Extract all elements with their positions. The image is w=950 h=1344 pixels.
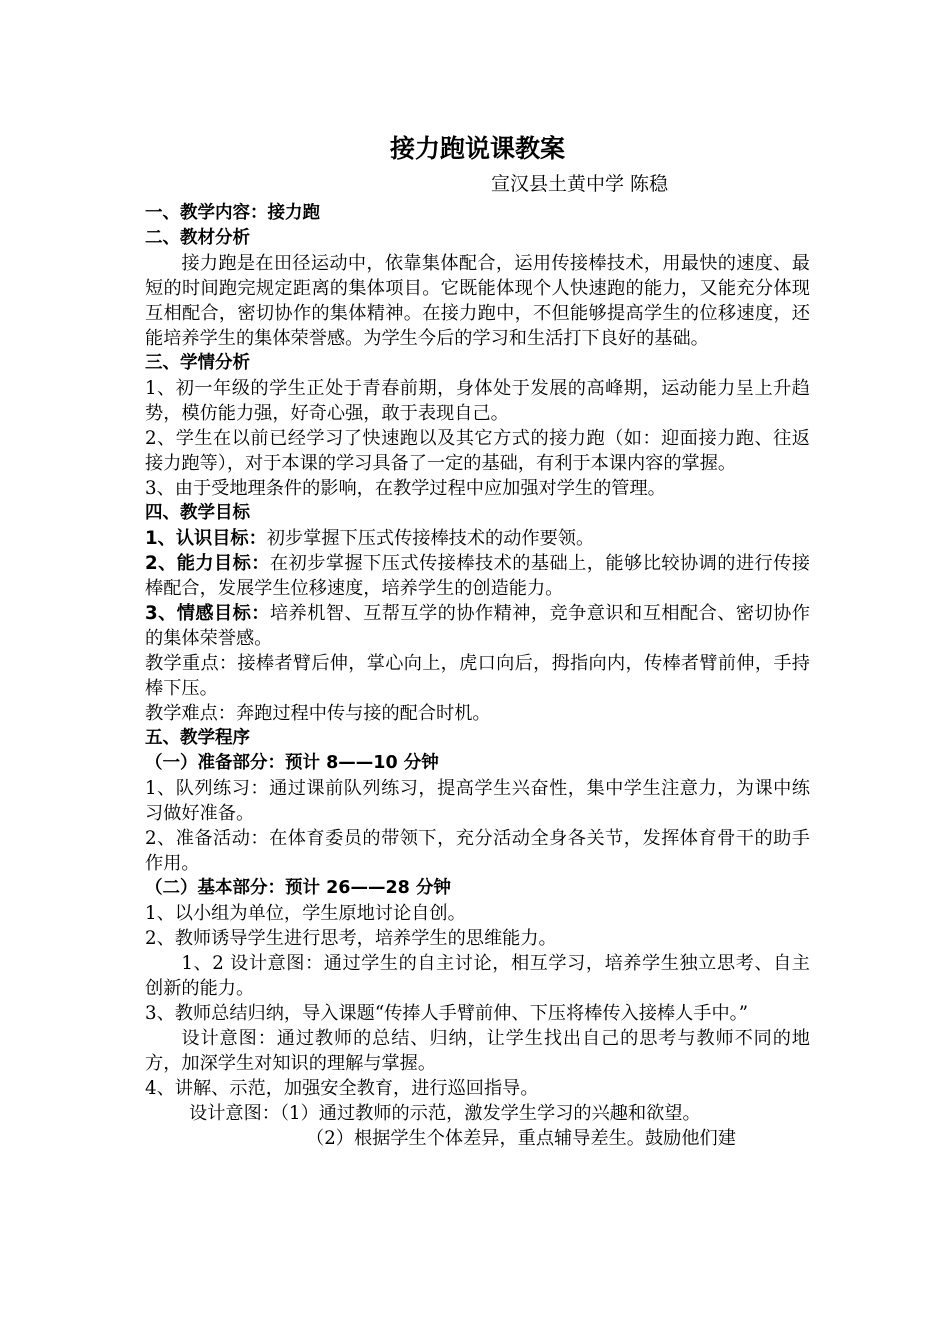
paragraph-basic-3: 3、教师总结归纳，导入课题“传捧人手臂前伸、下压将棒传入接棒人手中。”: [145, 1003, 749, 1024]
heading-analysis: 二、教材分析: [145, 228, 250, 248]
goal-2-lead: 2、能力目标：: [145, 553, 270, 574]
paragraph-basic-4: 4、讲解、示范，加强安全教育，进行巡回指导。: [145, 1078, 539, 1099]
paragraph-analysis: 接力跑是在田径运动中，依靠集体配合，运用传接棒技术，用最快的速度、最短的时间跑完规定距离的集体项目。它既能体现个人快速跑的能力，又能充分体现互相配合，密切协作的集体精神。在接力跑中，不但能够提高学生的位移速度，还能培养学生的集体荣誉感。为学生今后的学习和生活打下良好的基础。: [145, 253, 810, 349]
paragraph-students-3: 3、由于受地理条件的影响，在教学过程中应加强对学生的管理。: [145, 478, 666, 499]
document-title: 接力跑说课教案: [389, 134, 565, 163]
goal-2-text: 在初步掌握下压式传接棒技术的基础上，能够比较协调的进行传接棒配合，发展学生位移速度，培养学生的创造能力。: [145, 553, 810, 599]
paragraph-basic-design-1: 1、2 设计意图：通过学生的自主讨论，相互学习，培养学生独立思考、自主创新的能力。: [145, 953, 810, 999]
paragraph-students-2: 2、学生在以前已经学习了快速跑以及其它方式的接力跑（如：迎面接力跑、往返接力跑等），对于本课的学习具备了一定的基础，有利于本课内容的掌握。: [145, 428, 810, 474]
subheading-preparation: （一）准备部分：预计 8——10 分钟: [145, 753, 439, 773]
paragraph-prep-2: 2、准备活动：在体育委员的带领下，充分活动全身各关节，发挥体育骨干的助手作用。: [145, 828, 810, 874]
heading-goals: 四、教学目标: [145, 503, 250, 523]
heading-content: 一、教学内容：接力跑: [145, 203, 320, 223]
heading-procedure: 五、教学程序: [145, 728, 250, 748]
paragraph-goal-2: [145, 551, 810, 601]
goal-3-lead: 3、情感目标：: [145, 603, 270, 624]
subheading-basic: （二）基本部分：预计 26——28 分钟: [145, 878, 451, 898]
goal-3-text: 培养机智、互帮互学的协作精神，竞争意识和互相配合、密切协作的集体荣誉感。: [145, 603, 810, 649]
heading-students: 三、学情分析: [145, 353, 250, 373]
paragraph-basic-2: 2、教师诱导学生进行思考，培养学生的思维能力。: [145, 928, 557, 949]
paragraph-basic-design-2: 设计意图：通过教师的总结、归纳，让学生找出自己的思考与教师不同的地方，加深学生对知识的理解与掌握。: [145, 1028, 810, 1074]
paragraph-goal-1: [145, 526, 810, 551]
paragraph-basic-design-3: 设计意图：（1）通过教师的示范，激发学生学习的兴趣和欲望。: [189, 1103, 701, 1124]
paragraph-goal-3: [145, 601, 810, 651]
paragraph-key-point: 教学重点：接棒者臂后伸，掌心向上，虎口向后，拇指向内，传棒者臂前伸，手持棒下压。: [145, 653, 810, 699]
paragraph-difficulty: 教学难点：奔跑过程中传与接的配合时机。: [145, 703, 491, 724]
goal-1-text: 初步掌握下压式传接棒技术的动作要领。: [266, 528, 595, 549]
paragraph-basic-1: 1、以小组为单位，学生原地讨论自创。: [145, 903, 466, 924]
document-page: [145, 130, 810, 1151]
paragraph-students-1: 1、初一年级的学生正处于青春前期，身体处于发展的高峰期，运动能力呈上升趋势，模仿能力强，好奇心强，敢于表现自己。: [145, 378, 810, 424]
author-line: 宣汉县土黄中学 陈稳: [490, 173, 668, 195]
paragraph-basic-design-4: （2）根据学生个体差异，重点辅导差生。鼓励他们建: [306, 1128, 736, 1149]
goal-1-lead: 1、认识目标：: [145, 528, 267, 549]
paragraph-prep-1: 1、队列练习：通过课前队列练习，提高学生兴奋性，集中学生注意力，为课中练习做好准备。: [145, 778, 810, 824]
